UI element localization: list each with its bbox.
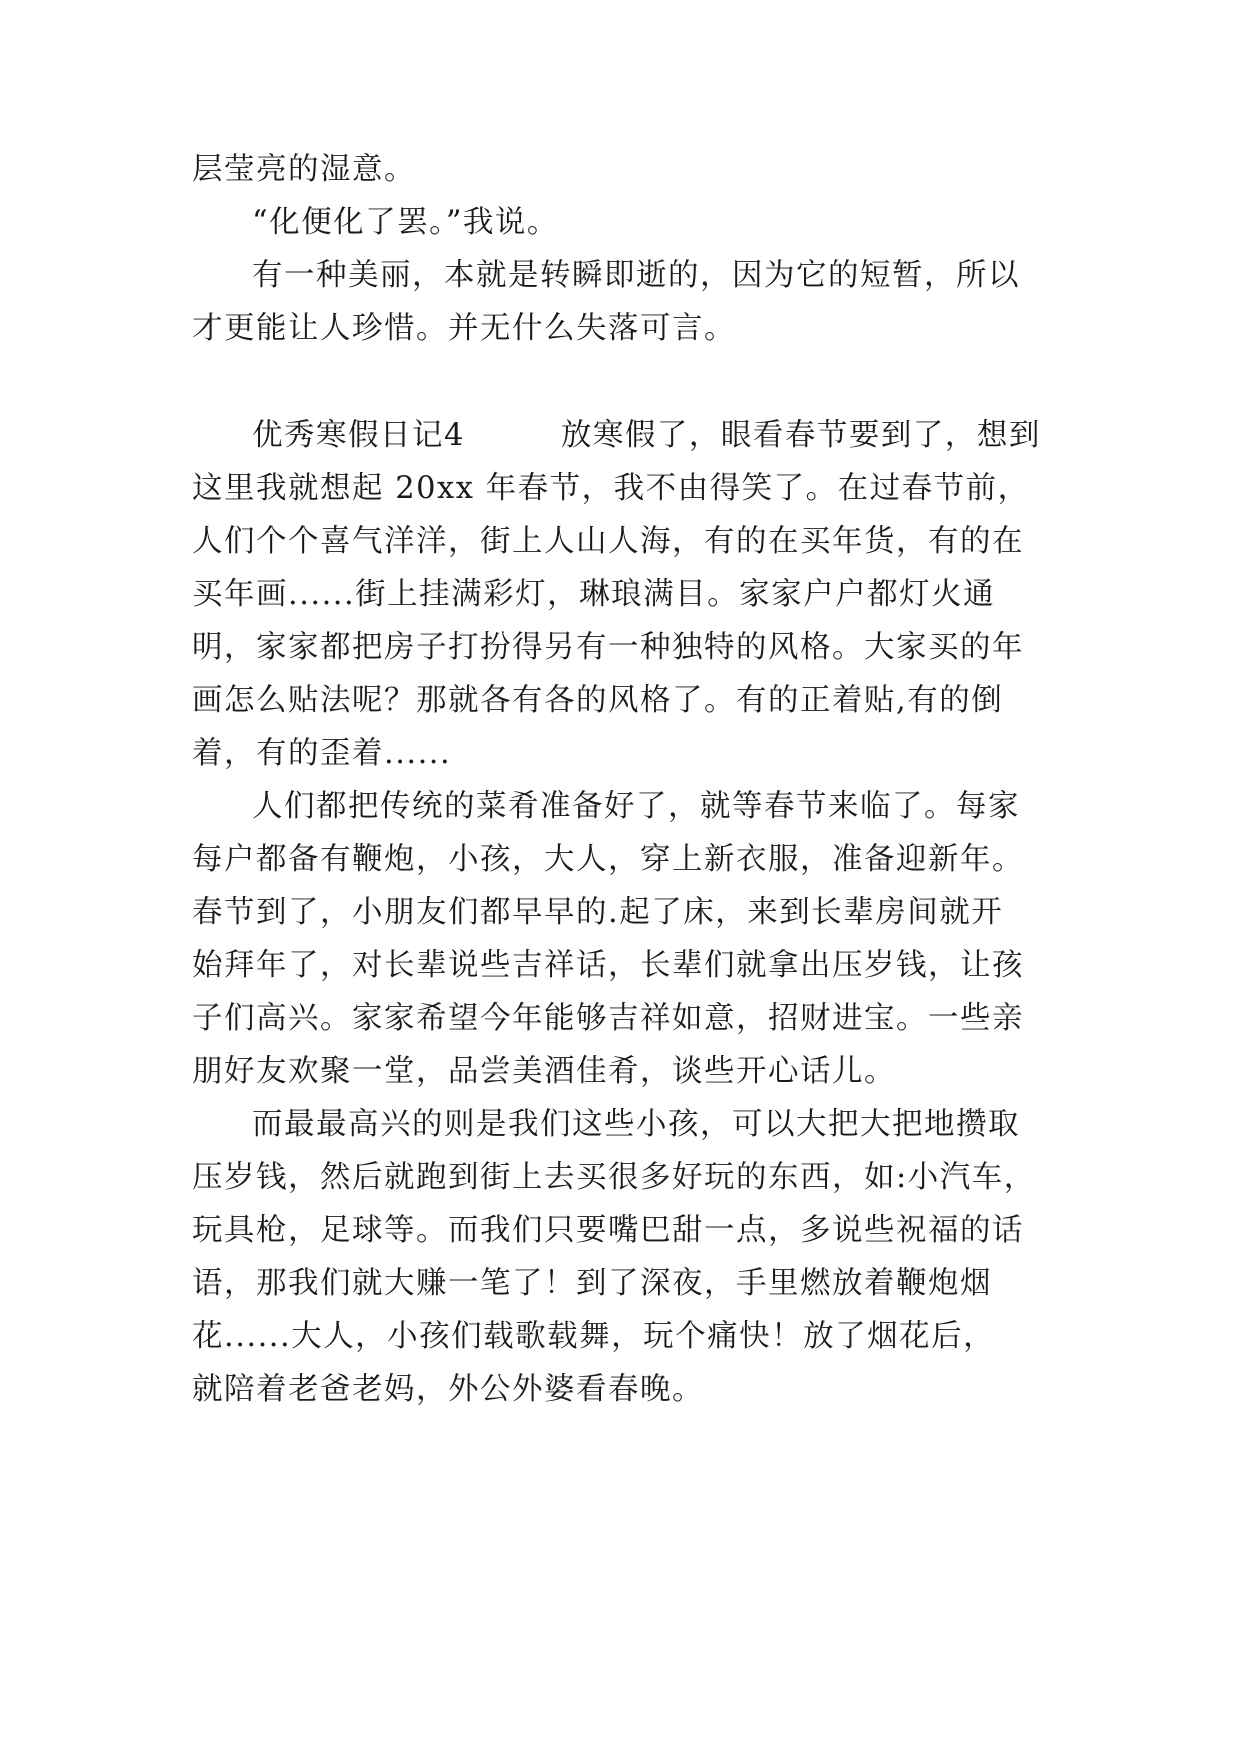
text-line: 压岁钱，然后就跑到街上去买很多好玩的东西，如:小汽车， bbox=[192, 1160, 1036, 1195]
text-line: 朋好友欢聚一堂，品尝美酒佳肴，谈些开心话儿。 bbox=[192, 1054, 896, 1089]
text-line: 有一种美丽，本就是转瞬即逝的，因为它的短暂，所以 bbox=[252, 258, 1020, 293]
text-line: “化便化了罢。”我说。 bbox=[252, 205, 559, 240]
text-line: 才更能让人珍惜。并无什么失落可言。 bbox=[192, 311, 736, 346]
text-line: 层莹亮的湿意。 bbox=[192, 152, 416, 187]
text-line: 画怎么贴法呢？那就各有各的风格了。有的正着贴,有的倒 bbox=[192, 683, 1004, 718]
text-line: 这里我就想起 20xx 年春节，我不由得笑了。在过春节前， bbox=[192, 471, 1030, 506]
text-line: 始拜年了，对长辈说些吉祥话，长辈们就拿出压岁钱，让孩 bbox=[192, 948, 1024, 983]
text-line: 而最最高兴的则是我们这些小孩，可以大把大把地攒取 bbox=[252, 1107, 1020, 1142]
text-line: 买年画......街上挂满彩灯，琳琅满目。家家户户都灯火通 bbox=[192, 577, 996, 612]
text-line: 着，有的歪着...... bbox=[192, 736, 452, 771]
text-line: 玩具枪，足球等。而我们只要嘴巴甜一点，多说些祝福的话 bbox=[192, 1213, 1024, 1248]
text-line: 每户都备有鞭炮，小孩，大人，穿上新衣服，准备迎新年。 bbox=[192, 842, 1024, 877]
diary-heading-line: 优秀寒假日记4 放寒假了，眼看春节要到了，想到 bbox=[252, 418, 1041, 453]
text-line: 花......大人，小孩们载歌载舞，玩个痛快！放了烟花后， bbox=[192, 1319, 996, 1354]
text-line: 就陪着老爸老妈，外公外婆看春晚。 bbox=[192, 1372, 704, 1407]
text-line: 子们高兴。家家希望今年能够吉祥如意，招财进宝。一些亲 bbox=[192, 1001, 1024, 1036]
text-line: 春节到了，小朋友们都早早的.起了床，来到长辈房间就开 bbox=[192, 895, 1004, 930]
text-line: 语，那我们就大赚一笔了！到了深夜，手里燃放着鞭炮烟 bbox=[192, 1266, 992, 1301]
text-line: 人们都把传统的菜肴准备好了，就等春节来临了。每家 bbox=[252, 789, 1020, 824]
text-line: 人们个个喜气洋洋，街上人山人海，有的在买年货，有的在 bbox=[192, 524, 1024, 559]
text-line: 明，家家都把房子打扮得另有一种独特的风格。大家买的年 bbox=[192, 630, 1024, 665]
